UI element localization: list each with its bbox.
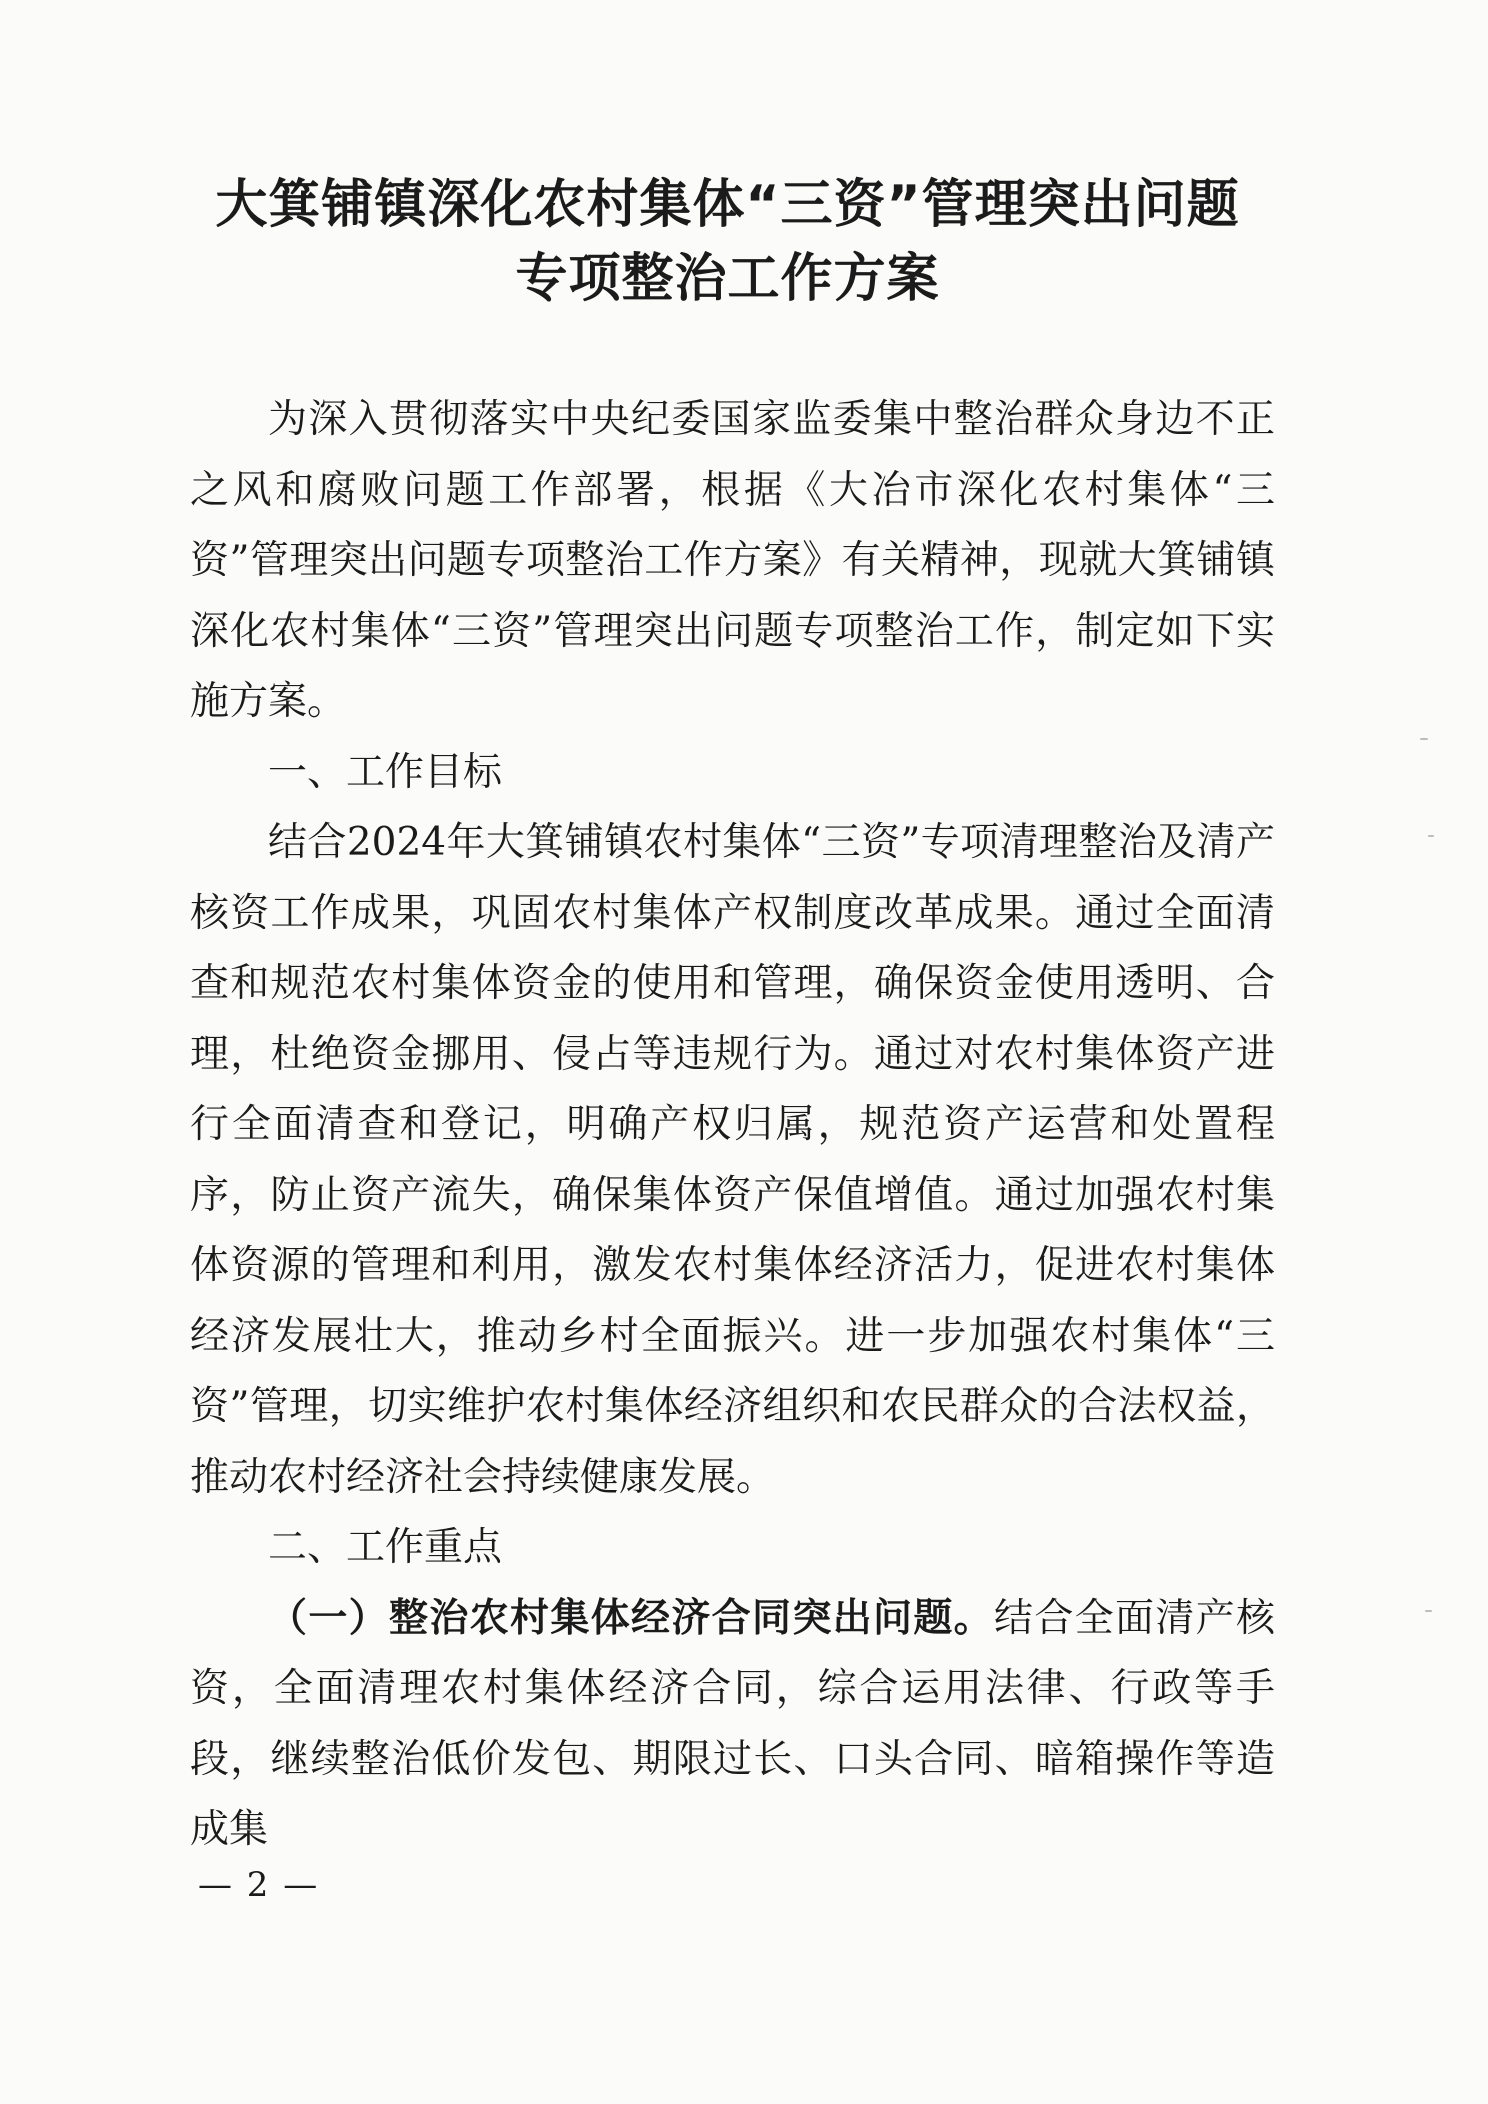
document-title-line-1: 大箕铺镇深化农村集体“三资”管理突出问题: [215, 175, 1240, 235]
section-heading-goals: 一、工作目标: [268, 749, 503, 795]
priority-item-1-lead: （一）整治农村集体经济合同突出问题。: [268, 1595, 994, 1641]
scan-speck: [1425, 1610, 1432, 1612]
priority-item-1-body: 结合全面清产核资，全面清理农村集体经济合同，综合运用法律、行政等手段，继续整治低价发包、期限过长、口头合同、暗箱操作等造成集: [190, 1595, 1275, 1852]
goals-paragraph: 结合2024年大箕铺镇农村集体“三资”专项清理整治及清产核资工作成果，巩固农村集体产权制度改革成果。通过全面清查和规范农村集体资金的使用和管理，确保资金使用透明、合理，杜绝资金挪用、侵占等违规行为。通过对农村集体资产进行全面清查和登记，明确产权归属，规范资产运营和处置程序，防止资产流失，确保集体资产保值增值。通过加强农村集体资源的管理和利用，激发农村集体经济活力，促进农村集体经济发展壮大，推动乡村全面振兴。进一步加强农村集体“三资”管理，切实维护农村集体经济组织和农民群众的合法权益，推动农村经济社会持续健康发展。: [190, 820, 1275, 1500]
document-title-line-2: 专项整治工作方案: [515, 249, 940, 309]
scan-speck: [1428, 835, 1434, 837]
scan-speck: [1420, 738, 1428, 740]
intro-paragraph: 为深入贯彻落实中央纪委国家监委集中整治群众身边不正之风和腐败问题工作部署，根据《大冶市深化农村集体“三资”管理突出问题专项整治工作方案》有关精神，现就大箕铺镇深化农村集体“三资”管理突出问题专项整治工作，制定如下实施方案。: [190, 397, 1275, 724]
document-body: [190, 385, 1275, 1866]
priority-item-1: [190, 1584, 1275, 1866]
page-number: — 2 —: [198, 1865, 320, 1905]
section-heading-priorities: 二、工作重点: [268, 1525, 503, 1570]
